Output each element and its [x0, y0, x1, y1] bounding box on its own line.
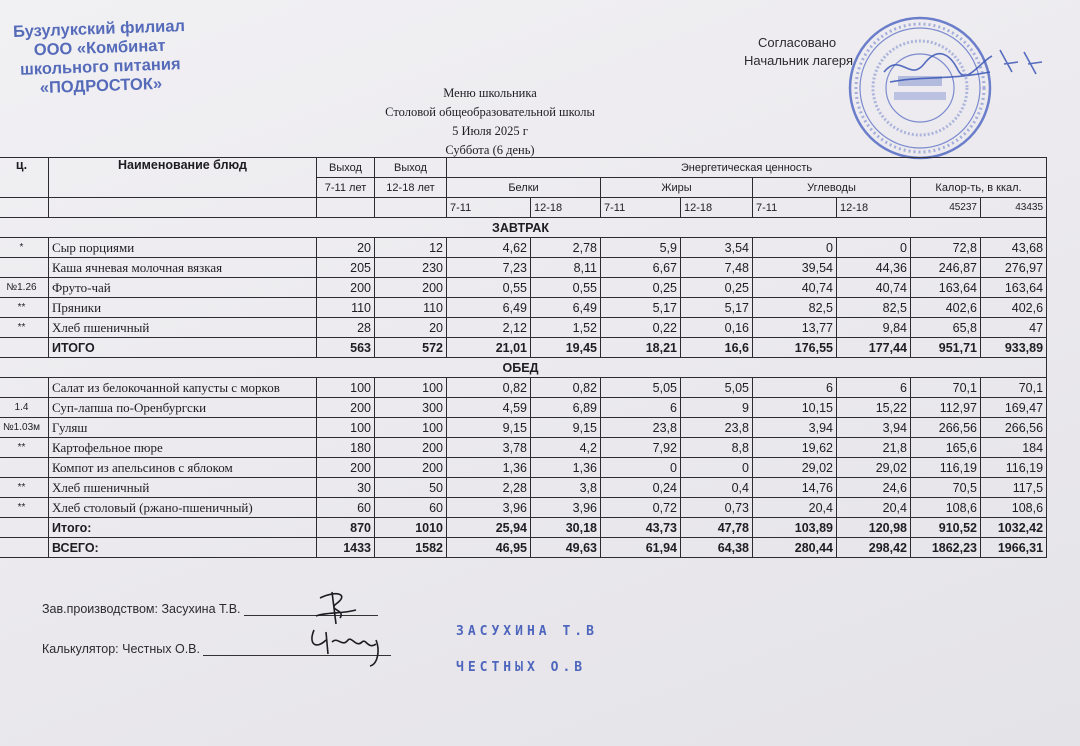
dish-code: №1.03м [0, 418, 49, 438]
header-age: 7-11 [601, 198, 681, 218]
grand-total-cell: 1582 [375, 538, 447, 558]
carb-value: 14,76 [753, 478, 837, 498]
carb-value: 39,54 [753, 258, 837, 278]
empty-cell [375, 198, 447, 218]
company-stamp-line: «ПОДРОСТОК» [39, 74, 163, 98]
grand-total-cell: 49,63 [531, 538, 601, 558]
fat-value: 6,67 [601, 258, 681, 278]
grand-total-cell: 64,38 [681, 538, 753, 558]
header-age: 12-18 [531, 198, 601, 218]
header-row-3 [0, 198, 1047, 218]
menu-title: Меню школьника [443, 86, 537, 100]
carb-value: 0 [837, 238, 911, 258]
protein-value: 9,15 [447, 418, 531, 438]
empty-cell [0, 538, 49, 558]
kcal-value: 266,56 [981, 418, 1047, 438]
grand-total-cell: 280,44 [753, 538, 837, 558]
fat-value: 0,24 [601, 478, 681, 498]
protein-value: 1,52 [531, 318, 601, 338]
protein-value: 6,89 [531, 398, 601, 418]
output-value: 180 [317, 438, 375, 458]
dish-name: Салат из белокочанной капусты с морков [49, 378, 317, 398]
carb-value: 40,74 [837, 278, 911, 298]
output-value: 110 [317, 298, 375, 318]
breakfast-row [0, 278, 1047, 298]
empty-cell [0, 338, 49, 358]
kcal-value: 108,6 [911, 498, 981, 518]
kcal-value: 169,47 [981, 398, 1047, 418]
output-value: 60 [375, 498, 447, 518]
dish-name: Хлеб пшеничный [49, 478, 317, 498]
total-cell: 1032,42 [981, 518, 1047, 538]
grand-total-cell: 298,42 [837, 538, 911, 558]
total-cell: 43,73 [601, 518, 681, 538]
total-cell: 19,45 [531, 338, 601, 358]
total-cell: 176,55 [753, 338, 837, 358]
protein-value: 9,15 [531, 418, 601, 438]
empty-cell [49, 198, 317, 218]
company-stamp [0, 17, 201, 100]
kcal-value: 116,19 [981, 458, 1047, 478]
carb-value: 20,4 [837, 498, 911, 518]
lunch-row [0, 458, 1047, 478]
protein-value: 3,78 [447, 438, 531, 458]
grand-total-row [0, 538, 1047, 558]
kcal-value: 47 [981, 318, 1047, 338]
protein-value: 4,59 [447, 398, 531, 418]
carb-value: 29,02 [753, 458, 837, 478]
fat-value: 23,8 [601, 418, 681, 438]
lunch-row [0, 438, 1047, 458]
kcal-value: 266,56 [911, 418, 981, 438]
lunch-row [0, 498, 1047, 518]
total-cell: 1010 [375, 518, 447, 538]
section-lunch-title: ОБЕД [0, 358, 1047, 378]
approval-line-2: Начальник лагеря [744, 53, 854, 68]
carb-value: 19,62 [753, 438, 837, 458]
lunch-rows [0, 378, 1047, 518]
menu-table [0, 157, 1047, 558]
kcal-value: 65,8 [911, 318, 981, 338]
header-kcal-code: 43435 [981, 198, 1047, 218]
dish-code: ** [0, 298, 49, 318]
calculator-label: Калькулятор: Честных О.В. [42, 642, 200, 656]
total-cell: 870 [317, 518, 375, 538]
grand-total-cell: 46,95 [447, 538, 531, 558]
carb-value: 6 [837, 378, 911, 398]
protein-value: 0,55 [531, 278, 601, 298]
total-label: ИТОГО [49, 338, 317, 358]
fat-value: 7,92 [601, 438, 681, 458]
section-row-lunch [0, 358, 1047, 378]
dish-name: Компот из апельсинов с яблоком [49, 458, 317, 478]
carb-value: 24,6 [837, 478, 911, 498]
lunch-row [0, 378, 1047, 398]
total-cell: 951,71 [911, 338, 981, 358]
fat-value: 5,05 [601, 378, 681, 398]
output-value: 200 [375, 278, 447, 298]
dish-name: Сыр порциями [49, 238, 317, 258]
fat-value: 9 [681, 398, 753, 418]
kcal-value: 43,68 [981, 238, 1047, 258]
kcal-value: 116,19 [911, 458, 981, 478]
output-value: 50 [375, 478, 447, 498]
carb-value: 21,8 [837, 438, 911, 458]
header-dish-name: Наименование блюд [49, 158, 317, 198]
header-age: 12-18 [681, 198, 753, 218]
output-value: 200 [317, 398, 375, 418]
fat-value: 7,48 [681, 258, 753, 278]
lunch-total-row [0, 518, 1047, 538]
fat-value: 5,17 [681, 298, 753, 318]
output-value: 100 [375, 378, 447, 398]
kcal-value: 117,5 [981, 478, 1047, 498]
kcal-value: 70,1 [981, 378, 1047, 398]
dish-code [0, 258, 49, 278]
director-signature-icon [880, 42, 1050, 102]
protein-value: 1,36 [531, 458, 601, 478]
menu-heading [300, 84, 680, 160]
header-output-1: Выход [317, 158, 375, 178]
total-label: Итого: [49, 518, 317, 538]
output-value: 200 [375, 438, 447, 458]
header-output-2: Выход [375, 158, 447, 178]
kcal-value: 246,87 [911, 258, 981, 278]
total-cell: 47,78 [681, 518, 753, 538]
total-cell: 103,89 [753, 518, 837, 538]
menu-date: 5 Июля 2025 г [452, 124, 528, 138]
protein-value: 3,8 [531, 478, 601, 498]
total-cell: 30,18 [531, 518, 601, 538]
fat-value: 0,73 [681, 498, 753, 518]
carb-value: 3,94 [837, 418, 911, 438]
carb-value: 44,36 [837, 258, 911, 278]
header-carbs: Углеводы [753, 178, 911, 198]
output-value: 20 [375, 318, 447, 338]
protein-value: 0,55 [447, 278, 531, 298]
dish-code [0, 378, 49, 398]
dish-code: 1.4 [0, 398, 49, 418]
output-value: 300 [375, 398, 447, 418]
protein-value: 4,2 [531, 438, 601, 458]
dish-name: Хлеб столовый (ржано-пшеничный) [49, 498, 317, 518]
dish-code: №1.26 [0, 278, 49, 298]
output-value: 12 [375, 238, 447, 258]
protein-value: 4,62 [447, 238, 531, 258]
output-value: 28 [317, 318, 375, 338]
breakfast-row [0, 318, 1047, 338]
empty-cell [0, 518, 49, 538]
output-value: 100 [375, 418, 447, 438]
fat-value: 5,17 [601, 298, 681, 318]
fat-value: 0,25 [681, 278, 753, 298]
section-row-breakfast [0, 218, 1047, 238]
carb-value: 3,94 [753, 418, 837, 438]
carb-value: 0 [753, 238, 837, 258]
lunch-row [0, 398, 1047, 418]
total-cell: 177,44 [837, 338, 911, 358]
fat-value: 6 [601, 398, 681, 418]
lunch-row [0, 418, 1047, 438]
dish-code: ** [0, 478, 49, 498]
protein-value: 0,82 [531, 378, 601, 398]
breakfast-row [0, 298, 1047, 318]
total-cell: 563 [317, 338, 375, 358]
protein-value: 2,78 [531, 238, 601, 258]
total-cell: 933,89 [981, 338, 1047, 358]
breakfast-row [0, 258, 1047, 278]
total-cell: 120,98 [837, 518, 911, 538]
header-output-2-age: 12-18 лет [375, 178, 447, 198]
output-value: 110 [375, 298, 447, 318]
protein-value: 1,36 [447, 458, 531, 478]
header-age: 12-18 [837, 198, 911, 218]
kcal-value: 112,97 [911, 398, 981, 418]
carb-value: 82,5 [753, 298, 837, 318]
stamp-zasukhina: ЗАСУХИНА Т.В [456, 624, 598, 639]
output-value: 100 [317, 418, 375, 438]
approval-line-1: Согласовано [758, 35, 837, 50]
dish-name: Каша ячневая молочная вязкая [49, 258, 317, 278]
kcal-value: 276,97 [981, 258, 1047, 278]
carb-value: 13,77 [753, 318, 837, 338]
kcal-value: 402,6 [981, 298, 1047, 318]
protein-value: 7,23 [447, 258, 531, 278]
fat-value: 5,9 [601, 238, 681, 258]
carb-value: 29,02 [837, 458, 911, 478]
company-stamp-line: школьного питания [19, 55, 181, 79]
protein-value: 8,11 [531, 258, 601, 278]
output-value: 100 [317, 378, 375, 398]
header-output-1-age: 7-11 лет [317, 178, 375, 198]
total-cell: 18,21 [601, 338, 681, 358]
protein-value: 6,49 [531, 298, 601, 318]
fat-value: 0,4 [681, 478, 753, 498]
output-value: 200 [317, 278, 375, 298]
grand-total-cell: 1966,31 [981, 538, 1047, 558]
company-stamp-line: Бузулукский филиал [12, 17, 186, 42]
header-kcal: Калор-ть, в ккал. [911, 178, 1047, 198]
breakfast-rows [0, 238, 1047, 338]
carb-value: 10,15 [753, 398, 837, 418]
carb-value: 15,22 [837, 398, 911, 418]
dish-name: Суп-лапша по-Оренбургски [49, 398, 317, 418]
dish-name: Фруто-чай [49, 278, 317, 298]
fat-value: 5,05 [681, 378, 753, 398]
stamp-chestnykh: ЧЕСТНЫХ О.В [456, 660, 587, 675]
kcal-value: 163,64 [911, 278, 981, 298]
company-stamp-line: ООО «Комбинат [33, 36, 166, 60]
header-age: 7-11 [447, 198, 531, 218]
section-breakfast-title: ЗАВТРАК [0, 218, 1047, 238]
total-cell: 21,01 [447, 338, 531, 358]
school-name: Столовой общеобразовательной школы [385, 105, 595, 119]
header-fats: Жиры [601, 178, 753, 198]
grand-total-label: ВСЕГО: [49, 538, 317, 558]
kcal-value: 165,6 [911, 438, 981, 458]
output-value: 200 [317, 458, 375, 478]
dish-name: Хлеб пшеничный [49, 318, 317, 338]
lunch-row [0, 478, 1047, 498]
fat-value: 0,72 [601, 498, 681, 518]
carb-value: 9,84 [837, 318, 911, 338]
approval-block [744, 34, 853, 70]
header-energy: Энергетическая ценность [447, 158, 1047, 178]
kcal-value: 108,6 [981, 498, 1047, 518]
carb-value: 82,5 [837, 298, 911, 318]
dish-name: Пряники [49, 298, 317, 318]
dish-code [0, 458, 49, 478]
kcal-value: 70,5 [911, 478, 981, 498]
dish-name: Гуляш [49, 418, 317, 438]
fat-value: 23,8 [681, 418, 753, 438]
production-manager-label: Зав.производством: Засухина Т.В. [42, 602, 241, 616]
menu-day: Суббота (6 день) [445, 143, 535, 157]
fat-value: 0,22 [601, 318, 681, 338]
kcal-value: 72,8 [911, 238, 981, 258]
fat-value: 0,16 [681, 318, 753, 338]
output-value: 200 [375, 458, 447, 478]
breakfast-row [0, 238, 1047, 258]
signature-chestnykh-icon [306, 620, 396, 670]
empty-cell [0, 198, 49, 218]
total-cell: 25,94 [447, 518, 531, 538]
protein-value: 2,12 [447, 318, 531, 338]
output-value: 30 [317, 478, 375, 498]
kcal-value: 70,1 [911, 378, 981, 398]
output-value: 230 [375, 258, 447, 278]
output-value: 205 [317, 258, 375, 278]
fat-value: 0,25 [601, 278, 681, 298]
dish-code: ** [0, 438, 49, 458]
kcal-value: 163,64 [981, 278, 1047, 298]
kcal-value: 184 [981, 438, 1047, 458]
header-row-1 [0, 158, 1047, 178]
dish-code: ** [0, 318, 49, 338]
protein-value: 6,49 [447, 298, 531, 318]
kcal-value: 402,6 [911, 298, 981, 318]
carb-value: 6 [753, 378, 837, 398]
dish-name: Картофельное пюре [49, 438, 317, 458]
fat-value: 8,8 [681, 438, 753, 458]
fat-value: 0 [681, 458, 753, 478]
grand-total-cell: 61,94 [601, 538, 681, 558]
breakfast-total-row [0, 338, 1047, 358]
grand-total-cell: 1862,23 [911, 538, 981, 558]
fat-value: 0 [601, 458, 681, 478]
protein-value: 3,96 [447, 498, 531, 518]
carb-value: 20,4 [753, 498, 837, 518]
output-value: 60 [317, 498, 375, 518]
dish-code: * [0, 238, 49, 258]
header-age: 7-11 [753, 198, 837, 218]
header-code: ц. [0, 158, 49, 198]
total-cell: 910,52 [911, 518, 981, 538]
total-cell: 16,6 [681, 338, 753, 358]
empty-cell [317, 198, 375, 218]
output-value: 20 [317, 238, 375, 258]
header-kcal-code: 45237 [911, 198, 981, 218]
grand-total-cell: 1433 [317, 538, 375, 558]
dish-code: ** [0, 498, 49, 518]
fat-value: 3,54 [681, 238, 753, 258]
protein-value: 3,96 [531, 498, 601, 518]
header-proteins: Белки [447, 178, 601, 198]
total-cell: 572 [375, 338, 447, 358]
carb-value: 40,74 [753, 278, 837, 298]
protein-value: 0,82 [447, 378, 531, 398]
protein-value: 2,28 [447, 478, 531, 498]
